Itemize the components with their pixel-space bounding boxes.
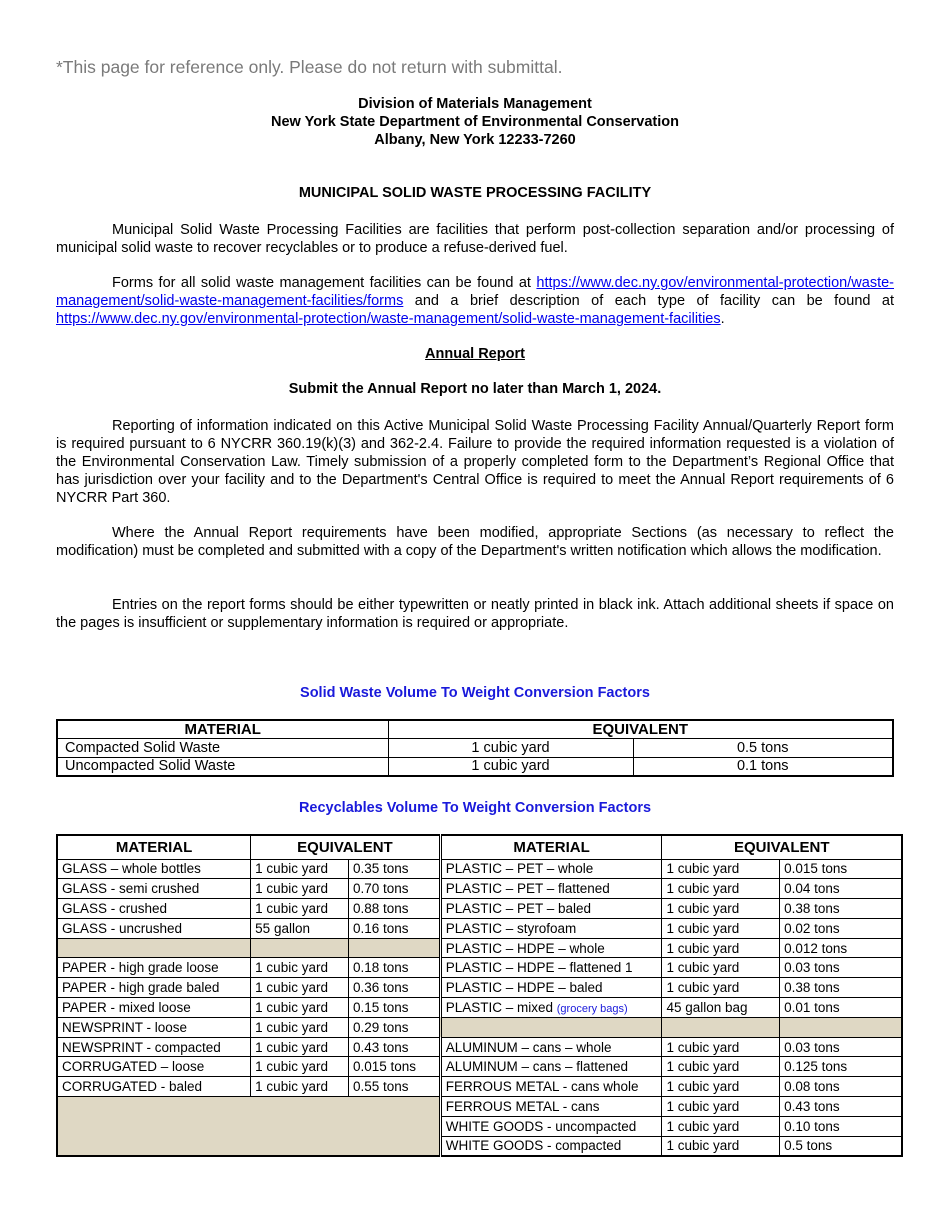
department-name: New York State Department of Environmental Conservation: [271, 114, 679, 130]
volume-cell: 1 cubic yard: [662, 978, 780, 998]
material-cell: [440, 998, 662, 1018]
material-cell: PAPER - high grade loose: [57, 958, 251, 978]
material-label: PLASTIC – mixed: [445, 999, 553, 1015]
weight-cell: 0.08 tons: [780, 1077, 902, 1097]
volume-cell: 55 gallon: [251, 918, 349, 938]
recyclables-table: [56, 834, 903, 1157]
material-header-left: MATERIAL: [57, 835, 251, 859]
equivalent-header-left: EQUIVALENT: [251, 835, 441, 859]
weight-cell: 0.55 tons: [348, 1077, 440, 1097]
weight-cell: 0.38 tons: [780, 899, 902, 919]
reporting-paragraph: Reporting of information indicated on this Active Municipal Solid Waste Processing Facility Annual/Quarterly Report form is required pursuant to 6 NYCRR 360.19(k)(3) and 362-2.4. Failure to provide the required information requested is a violation of the Environmental Conservation Law. Timely submission of a properly completed form to the Department’s Regional Office that has jurisdiction over your facility and to the Department's Central Office is required to meet the Annual Report requirements of 6 NYCRR Part 360.: [56, 418, 894, 506]
material-cell: PLASTIC – styrofoam: [440, 918, 662, 938]
spacer-cell: [57, 1097, 440, 1156]
volume-cell: 1 cubic yard: [251, 1077, 349, 1097]
agency-header: [0, 95, 950, 149]
table-row: [57, 1017, 902, 1037]
facilities-link[interactable]: https://www.dec.ny.gov/environmental-protection/waste-management/solid-waste-management-facilities: [56, 311, 721, 327]
material-cell: CORRUGATED – loose: [57, 1057, 251, 1077]
volume-cell: 1 cubic yard: [662, 938, 780, 958]
material-cell: PAPER - mixed loose: [57, 998, 251, 1018]
weight-cell: 0.43 tons: [780, 1097, 902, 1117]
table-header-row: [57, 835, 902, 859]
material-cell: FERROUS METAL - cans: [440, 1097, 662, 1117]
table-header-row: [57, 720, 893, 739]
volume-cell: 1 cubic yard: [251, 1037, 349, 1057]
table-row: [57, 1057, 902, 1077]
weight-cell: 0.18 tons: [348, 958, 440, 978]
volume-cell: 1 cubic yard: [251, 859, 349, 879]
weight-cell: 0.125 tons: [780, 1057, 902, 1077]
weight-cell: 0.03 tons: [780, 1037, 902, 1057]
weight-cell: 0.5 tons: [780, 1136, 902, 1156]
weight-cell: 0.70 tons: [348, 879, 440, 899]
table-row: [57, 757, 893, 776]
volume-cell: 1 cubic yard: [662, 1116, 780, 1136]
equivalent-header-right: EQUIVALENT: [662, 835, 902, 859]
weight-cell: 0.03 tons: [780, 958, 902, 978]
volume-cell: 1 cubic yard: [251, 978, 349, 998]
table-row: [57, 958, 902, 978]
table-row: [57, 978, 902, 998]
solid-waste-table: [56, 719, 894, 777]
material-cell: GLASS – whole bottles: [57, 859, 251, 879]
weight-cell: 0.04 tons: [780, 879, 902, 899]
weight-cell: 0.43 tons: [348, 1037, 440, 1057]
volume-cell: 1 cubic yard: [662, 879, 780, 899]
division-name: Division of Materials Management: [358, 96, 592, 112]
material-cell: NEWSPRINT - loose: [57, 1017, 251, 1037]
table-row: [57, 1037, 902, 1057]
material-cell: PLASTIC – HDPE – baled: [440, 978, 662, 998]
material-cell: ALUMINUM – cans – flattened: [440, 1057, 662, 1077]
page-title: MUNICIPAL SOLID WASTE PROCESSING FACILITY: [298, 185, 652, 201]
weight-cell: 0.36 tons: [348, 978, 440, 998]
table-row: [57, 879, 902, 899]
weight-cell: 0.02 tons: [780, 918, 902, 938]
volume-cell: 1 cubic yard: [662, 1097, 780, 1117]
table-row: [57, 998, 902, 1018]
volume-cell: 1 cubic yard: [662, 1057, 780, 1077]
forms-paragraph: Forms for all solid waste management facilities can be found at https://www.dec.ny.gov/environmental-protection/waste-management/solid-waste-management-facilities/forms and a brief description of each type of facility can be found at https://www.dec.ny.gov/environmental-protection/waste-management/solid-waste-management-facilities.: [56, 275, 894, 327]
table-row: [57, 1077, 902, 1097]
volume-cell: 1 cubic yard: [251, 899, 349, 919]
spacer-cell: [57, 938, 251, 958]
spacer-cell: [348, 938, 440, 958]
table-row: [57, 859, 902, 879]
grocery-bags-note: (grocery bags): [556, 1002, 628, 1015]
volume-cell: 1 cubic yard: [388, 739, 633, 758]
volume-cell: 1 cubic yard: [251, 998, 349, 1018]
spacer-cell: [251, 938, 349, 958]
material-cell: ALUMINUM – cans – whole: [440, 1037, 662, 1057]
weight-cell: 0.15 tons: [348, 998, 440, 1018]
equivalent-header: EQUIVALENT: [388, 720, 893, 739]
weight-cell: 0.01 tons: [780, 998, 902, 1018]
volume-cell: 1 cubic yard: [662, 899, 780, 919]
weight-cell: 0.16 tons: [348, 918, 440, 938]
weight-cell: 0.015 tons: [348, 1057, 440, 1077]
material-cell: Uncompacted Solid Waste: [57, 757, 388, 776]
volume-cell: 1 cubic yard: [662, 859, 780, 879]
material-cell: PAPER - high grade baled: [57, 978, 251, 998]
modification-paragraph: Where the Annual Report requirements have been modified, appropriate Sections (as necessary to reflect the modification) must be completed and submitted with a copy of the Department's written notification which allows the modification.: [56, 525, 894, 559]
weight-cell: 0.29 tons: [348, 1017, 440, 1037]
material-cell: PLASTIC – HDPE – whole: [440, 938, 662, 958]
recyclables-table-title: Recyclables Volume To Weight Conversion Factors: [298, 800, 652, 816]
spacer-cell: [662, 1017, 780, 1037]
deadline-text: Submit the Annual Report no later than March 1, 2024.: [288, 381, 662, 397]
forms-link[interactable]: https://www.dec.ny.gov/environmental-protection/waste-management/solid-waste-management-facilities/forms: [56, 275, 894, 309]
address: Albany, New York 12233-7260: [374, 132, 576, 148]
volume-cell: 1 cubic yard: [662, 1077, 780, 1097]
volume-cell: 45 gallon bag: [662, 998, 780, 1018]
material-cell: Compacted Solid Waste: [57, 739, 388, 758]
material-cell: CORRUGATED - baled: [57, 1077, 251, 1097]
material-header: MATERIAL: [57, 720, 388, 739]
weight-cell: 0.5 tons: [633, 739, 893, 758]
volume-cell: 1 cubic yard: [662, 1037, 780, 1057]
material-cell: NEWSPRINT - compacted: [57, 1037, 251, 1057]
material-cell: PLASTIC – PET – whole: [440, 859, 662, 879]
table-row: [57, 899, 902, 919]
weight-cell: 0.10 tons: [780, 1116, 902, 1136]
weight-cell: 0.38 tons: [780, 978, 902, 998]
table-row: [57, 1097, 902, 1117]
weight-cell: 0.012 tons: [780, 938, 902, 958]
annual-report-heading: Annual Report: [425, 346, 525, 362]
entries-paragraph: Entries on the report forms should be either typewritten or neatly printed in black ink. Attach additional sheets if space on the pages is insufficient or supplementary information is required or appropriate.: [56, 597, 894, 631]
spacer-cell: [780, 1017, 902, 1037]
material-cell: GLASS - semi crushed: [57, 879, 251, 899]
table-row: [57, 918, 902, 938]
solid-waste-table-title: Solid Waste Volume To Weight Conversion Factors: [300, 685, 650, 701]
material-header-right: MATERIAL: [440, 835, 662, 859]
weight-cell: 0.35 tons: [348, 859, 440, 879]
volume-cell: 1 cubic yard: [251, 879, 349, 899]
material-cell: PLASTIC – PET – baled: [440, 899, 662, 919]
recyclables-body: [57, 859, 902, 1156]
table-row: [57, 938, 902, 958]
intro-paragraph: Municipal Solid Waste Processing Facilities are facilities that perform post-collection separation and/or processing of municipal solid waste to recover recyclables or to produce a refuse-derived fuel.: [56, 222, 894, 256]
material-cell: PLASTIC – HDPE – flattened 1: [440, 958, 662, 978]
material-cell: GLASS - uncrushed: [57, 918, 251, 938]
volume-cell: 1 cubic yard: [251, 1017, 349, 1037]
volume-cell: 1 cubic yard: [251, 958, 349, 978]
material-cell: WHITE GOODS - compacted: [440, 1136, 662, 1156]
material-cell: PLASTIC – PET – flattened: [440, 879, 662, 899]
volume-cell: 1 cubic yard: [662, 1136, 780, 1156]
weight-cell: 0.015 tons: [780, 859, 902, 879]
material-cell: WHITE GOODS - uncompacted: [440, 1116, 662, 1136]
volume-cell: 1 cubic yard: [251, 1057, 349, 1077]
volume-cell: 1 cubic yard: [662, 958, 780, 978]
material-cell: FERROUS METAL - cans whole: [440, 1077, 662, 1097]
spacer-cell: [440, 1017, 662, 1037]
reference-note: *This page for reference only. Please do not return with submittal.: [56, 57, 563, 77]
volume-cell: 1 cubic yard: [662, 918, 780, 938]
weight-cell: 0.88 tons: [348, 899, 440, 919]
material-cell: GLASS - crushed: [57, 899, 251, 919]
volume-cell: 1 cubic yard: [388, 757, 633, 776]
table-row: [57, 739, 893, 758]
weight-cell: 0.1 tons: [633, 757, 893, 776]
